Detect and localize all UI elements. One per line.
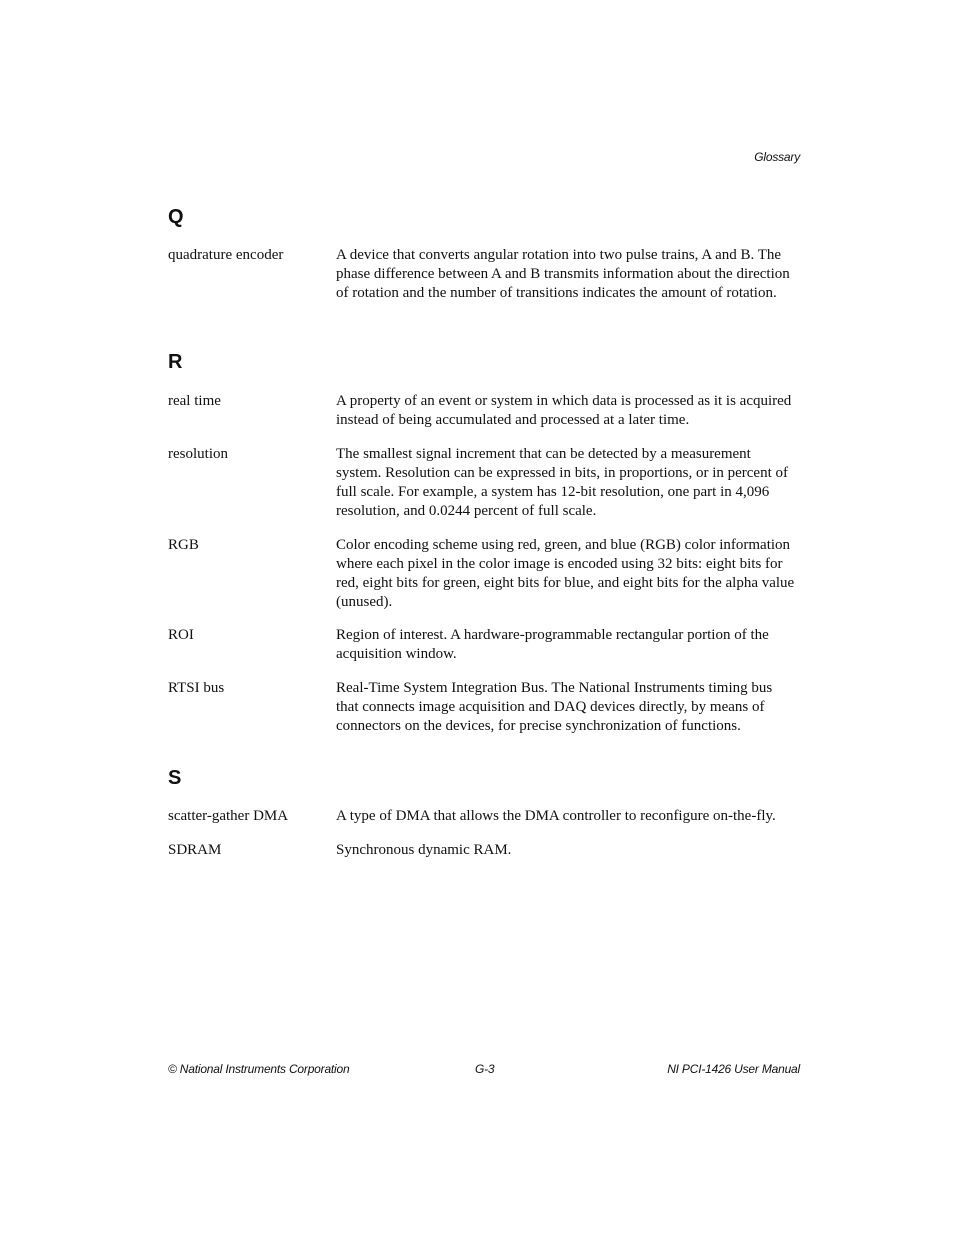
glossary-definition: Color encoding scheme using red, green, and blue (RGB) color information where each pixel in the color image is encoded using 32 bits: eight bits for red, eight bits for green, eight bits for blue, and eight bits for the alpha value (unused). (336, 537, 795, 610)
glossary-definition: A type of DMA that allows the DMA controller to reconfigure on-the-fly. (336, 808, 776, 824)
section-heading-q: Q (168, 206, 184, 228)
glossary-definition: Region of interest. A hardware-programmable rectangular portion of the acquisition window. (336, 627, 769, 662)
section-heading-r: R (168, 351, 183, 373)
glossary-definition: A device that converts angular rotation into two pulse trains, A and B. The phase difference between A and B transmits information about the direction of rotation and the number of transitions indicates the amount of rotation. (336, 247, 790, 301)
footer-copyright: © National Instruments Corporation (168, 1062, 350, 1076)
glossary-term: quadrature encoder (168, 247, 284, 263)
glossary-term: scatter-gather DMA (168, 808, 289, 824)
section-heading-s: S (168, 767, 182, 789)
running-head: Glossary (754, 150, 800, 164)
glossary-term: RTSI bus (168, 680, 225, 696)
glossary-term: RGB (168, 537, 199, 553)
glossary-term: resolution (168, 446, 228, 462)
glossary-term: SDRAM (168, 842, 222, 858)
glossary-definition: A property of an event or system in which data is processed as it is acquired instead of being accumulated and processed at a later time. (336, 393, 792, 428)
glossary-term: ROI (168, 627, 194, 643)
glossary-definition: The smallest signal increment that can be detected by a measurement system. Resolution can be expressed in bits, in proportions, or in percent of full scale. For example, a system has 12-bit resolution, one part in 4,096 resolution, and 0.0244 percent of full scale. (336, 446, 788, 519)
glossary-term: real time (168, 393, 221, 409)
footer-manual-title: NI PCI-1426 User Manual (667, 1062, 800, 1076)
glossary-definition: Synchronous dynamic RAM. (336, 842, 512, 858)
page-number: G-3 (475, 1062, 495, 1076)
glossary-definition: Real-Time System Integration Bus. The National Instruments timing bus that connects image acquisition and DAQ devices directly, by means of connectors on the devices, for precise synchronization of functions. (336, 680, 773, 734)
